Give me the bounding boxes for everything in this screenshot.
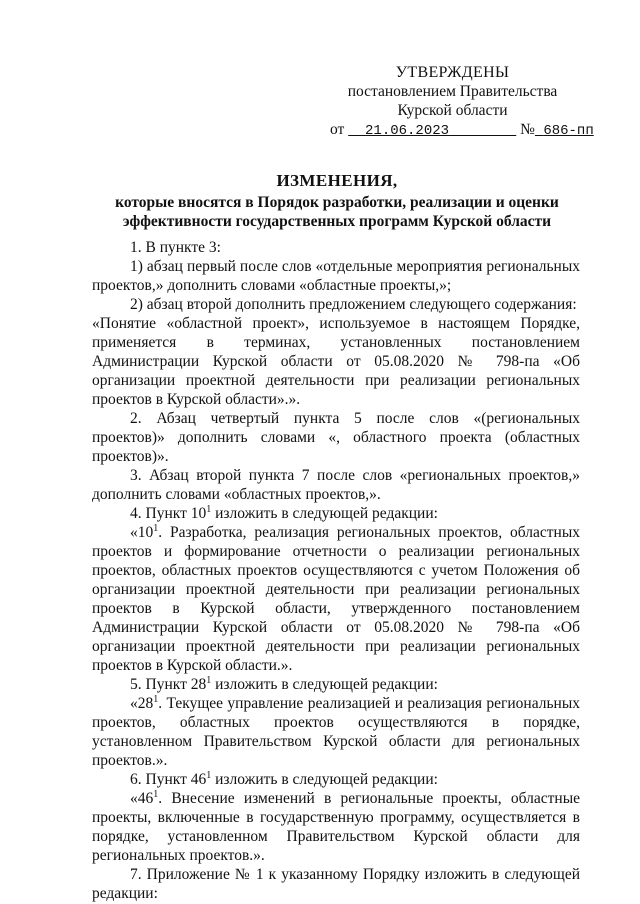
superscript: 1 [153, 693, 159, 705]
approval-line-2: Курской области [397, 102, 508, 119]
approval-number: 686-пп [543, 123, 594, 139]
superscript: 1 [153, 788, 159, 800]
superscript: 1 [206, 674, 212, 686]
approval-date-line [330, 120, 594, 141]
paragraph-6: 3. Абзац второй пункта 7 после слов «региональных проектов,» дополнить словами «областных проектов,». [92, 467, 580, 503]
approval-block [330, 63, 594, 141]
title-heading: ИЗМЕНЕНИЯ, [276, 171, 398, 190]
paragraph-8: «$10^1$. Разработка, реализация региональных проектов, областных проектов и формирование отчетности о реализации региональных проектов, областных проектов осуществляются с учетом Положения об организации проектной деятельности при реализации региональных проектов в Курской области, утвержденного постановлением Администрации Курской области от 05.08.2020 № 798-па «Об организации проектной деятельности при реализации региональных проектов в Курской области.». [92, 522, 580, 674]
paragraph-11: 6. Пункт $46^1$ изложить в следующей редакции: [130, 769, 438, 788]
document-title [96, 171, 578, 231]
paragraph-4: «Понятие «областной проект», используемое в настоящем Порядке, применяется в терминах, установленных постановлением Администрации Курской области от 05.08.2020 № 798-па «Об организации проектной деятельности при реализации региональных проектов в Курской области».». [92, 315, 580, 408]
paragraph-13: 7. Приложение № 1 к указанному Порядку изложить в следующей редакции: [92, 866, 580, 902]
paragraph-2: 1) абзац первый после слов «отдельные мероприятия региональных проектов,» дополнить словами «областные проекты,»; [92, 258, 580, 294]
approval-date: 21.06.2023 [365, 123, 450, 139]
superscript: 1 [206, 503, 212, 515]
paragraph-9: 5. Пункт $28^1$ изложить в следующей редакции: [130, 674, 438, 693]
paragraph-7: 4. Пункт $10^1$ изложить в следующей редакции: [130, 503, 438, 522]
title-subheading: которые вносятся в Порядок разработки, реализации и оценки эффективности государственных программ Курской области [115, 194, 559, 230]
approval-line-1: постановлением Правительства [347, 83, 558, 100]
paragraph-1: 1. В пункте 3: [130, 239, 221, 256]
paragraph-12: «$46^1$. Внесение изменений в региональные проекты, областные проекты, включенные в государственную программу, осуществляется в порядке, установленном Правительством Курской области для региональных проектов.». [92, 788, 580, 864]
superscript: 1 [153, 522, 159, 534]
document-body [92, 238, 580, 903]
superscript: 1 [206, 769, 212, 781]
from-label: от [330, 121, 345, 138]
number-label: № [520, 121, 535, 138]
paragraph-10: «$28^1$. Текущее управление реализацией и реализация региональных проектов, областных проектов осуществляются в порядке, установленном Правительством Курской области для региональных проектов.». [92, 693, 580, 769]
approval-heading: УТВЕРЖДЕНЫ [395, 64, 510, 81]
paragraph-3: 2) абзац второй дополнить предложением следующего содержания: [130, 296, 577, 313]
paragraph-5: 2. Абзац четвертый пункта 5 после слов «(региональных проектов)» дополнить словами «, областного проекта (областных проектов)». [92, 410, 580, 465]
